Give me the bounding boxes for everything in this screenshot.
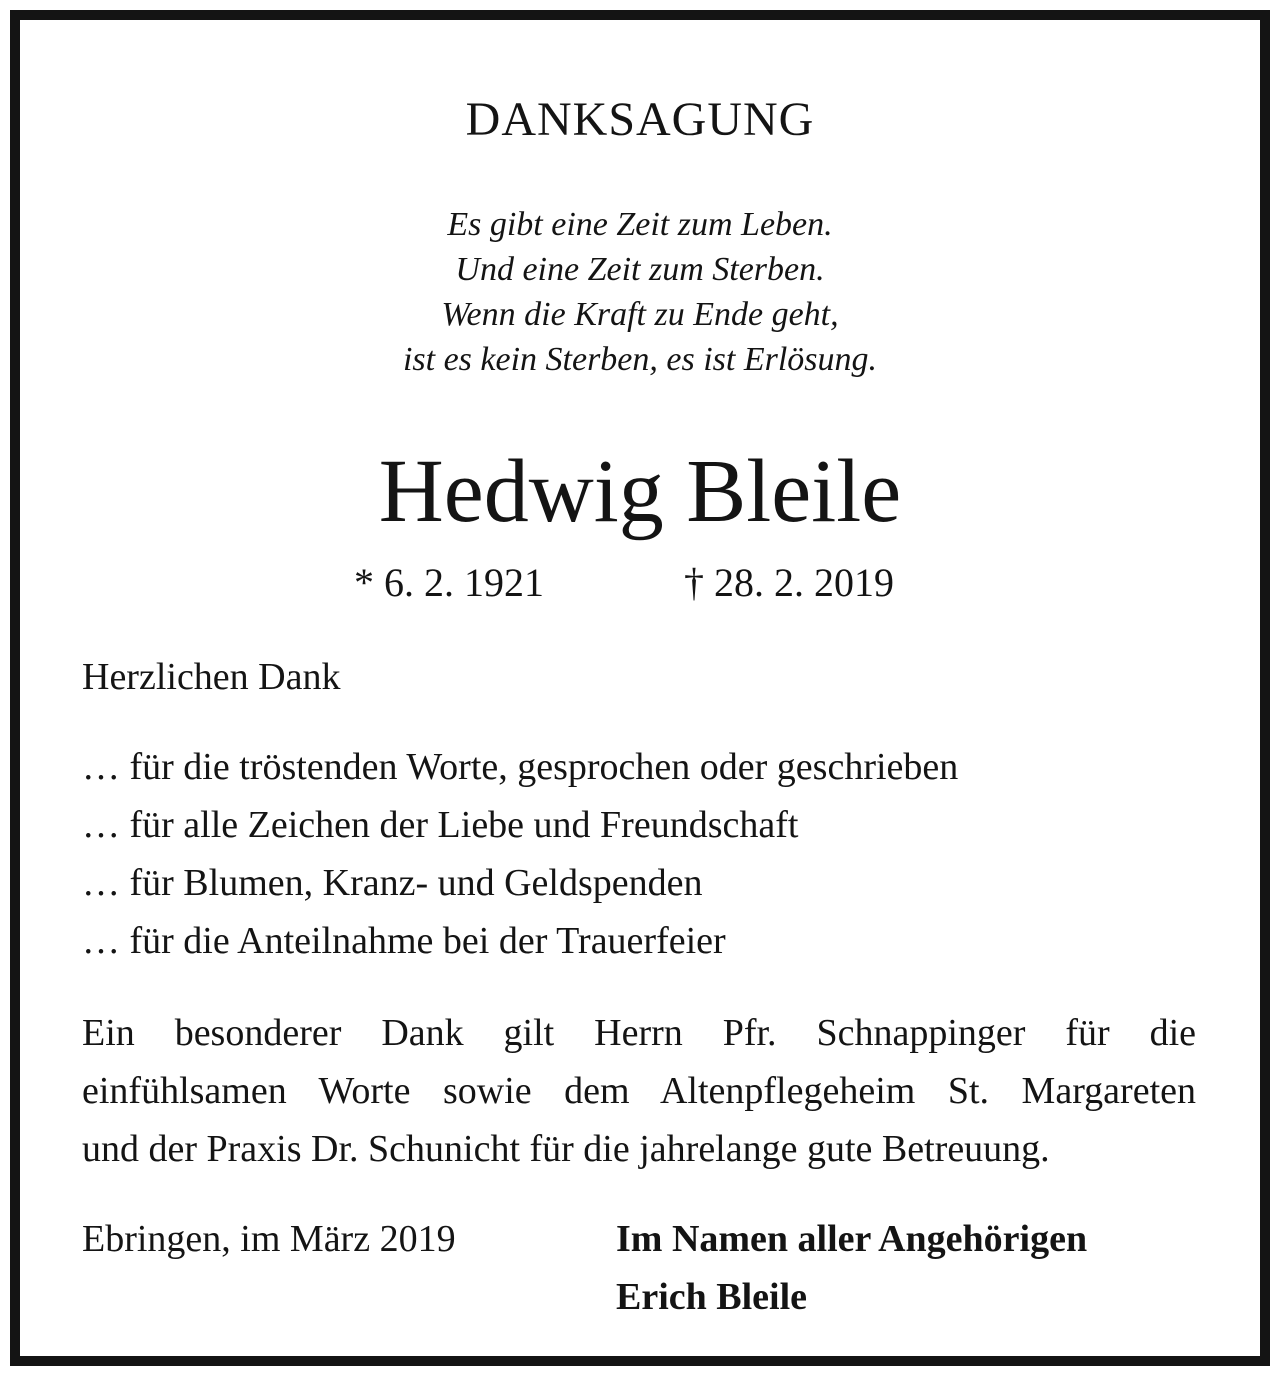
signature: [616, 1210, 1087, 1326]
verse-line: ist es kein Sterben, es ist Erlösung.: [402, 341, 878, 378]
paragraph-line: einfühlsamen Worte sowie dem Altenpflegeheim St. Margareten: [82, 1070, 1196, 1112]
place-date: Ebringen, im März 2019: [82, 1218, 456, 1260]
birth-date: * 6. 2. 1921: [354, 560, 544, 605]
verse-line: Es gibt eine Zeit zum Leben.: [447, 206, 833, 243]
thanks-list: [82, 738, 958, 970]
deceased-name: Hedwig Bleile: [378, 442, 902, 541]
list-item: … für Blumen, Kranz- und Geldspenden: [82, 862, 703, 904]
paragraph-line: und der Praxis Dr. Schunicht für die jahrelange gute Betreuung.: [82, 1128, 1050, 1170]
death-date: † 28. 2. 2019: [684, 560, 894, 605]
notice-heading: DANKSAGUNG: [465, 93, 815, 146]
verse: [20, 202, 1260, 382]
paragraph-line: Ein besonderer Dank gilt Herrn Pfr. Schnappinger für die: [82, 1012, 1196, 1054]
verse-line: Und eine Zeit zum Sterben.: [455, 251, 825, 288]
signature-line: Im Namen aller Angehörigen: [616, 1218, 1088, 1260]
signature-name: Erich Bleile: [616, 1276, 808, 1318]
obituary-notice: [10, 10, 1270, 1366]
list-item: … für die Anteilnahme bei der Trauerfeier: [82, 920, 726, 962]
list-item: … für die tröstenden Worte, gesprochen oder geschrieben: [82, 746, 959, 788]
greeting: Herzlichen Dank: [82, 656, 341, 698]
special-thanks-paragraph: [82, 1004, 1196, 1178]
list-item: … für alle Zeichen der Liebe und Freundschaft: [82, 804, 799, 846]
verse-line: Wenn die Kraft zu Ende geht,: [441, 296, 839, 333]
